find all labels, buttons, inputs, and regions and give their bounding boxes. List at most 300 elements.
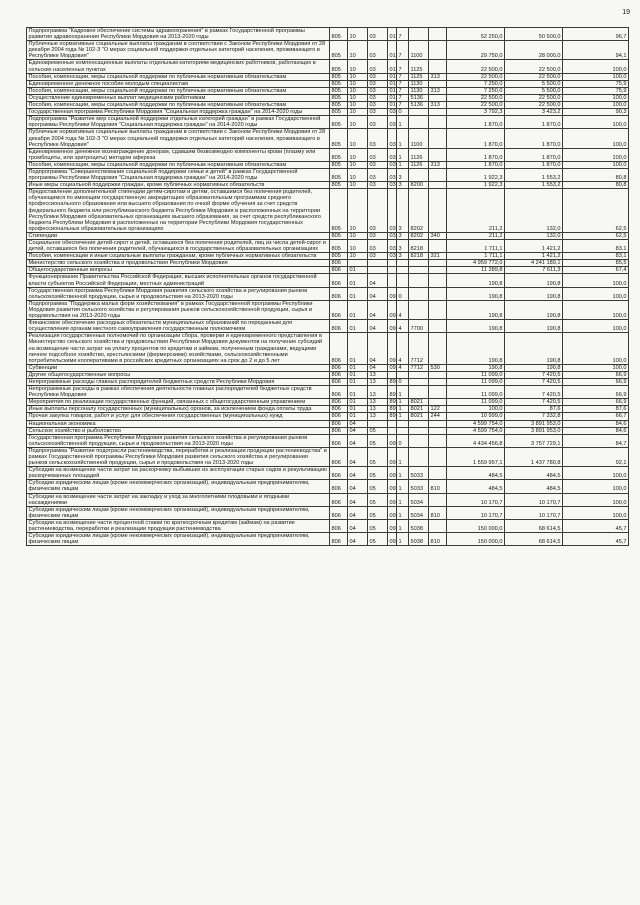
subsection-code-cell: 03 xyxy=(368,109,388,116)
planned-amount-cell: 1 870,0 xyxy=(447,116,505,129)
subprogram-code-cell: 1 xyxy=(397,148,409,161)
row-name-cell: Пособия, компенсации, меры социальной поддержки по публичным нормативным обязательствам xyxy=(27,87,330,94)
section-code-cell: 04 xyxy=(348,467,368,480)
executed-amount-cell: 1 870,0 xyxy=(505,148,563,161)
planned-amount-cell: 1 922,3 xyxy=(447,182,505,189)
target-item-code-cell: 8202 xyxy=(409,189,429,233)
program-code-cell: 09 xyxy=(388,333,397,364)
subprogram-code-cell: 1 xyxy=(397,493,409,506)
target-item-code-cell xyxy=(409,116,429,129)
target-item-code-cell xyxy=(409,378,429,385)
executed-amount-cell: 1 870,0 xyxy=(505,129,563,148)
target-item-code-cell: 8218 xyxy=(409,240,429,253)
executed-amount-cell: 50 500,0 xyxy=(505,28,563,41)
executed-amount-cell: 190,8 xyxy=(505,287,563,300)
row-name-cell: Министерство сельского хозяйства и продовольствия Республики Мордовия xyxy=(27,260,330,267)
subsection-code-cell xyxy=(368,420,388,427)
admin-code-cell: 805 xyxy=(330,232,348,239)
expense-type-code-cell xyxy=(429,260,447,267)
section-code-cell: 01 xyxy=(348,413,368,420)
program-code-cell: 01 xyxy=(388,60,397,73)
section-code-cell: 01 xyxy=(348,333,368,364)
planned-amount-cell: 150 000,0 xyxy=(447,533,505,546)
execution-percent-cell: 75,9 xyxy=(563,80,629,87)
planned-amount-cell: 190,8 xyxy=(447,333,505,364)
planned-amount-cell: 22 500,0 xyxy=(447,102,505,109)
subsection-code-cell: 03 xyxy=(368,129,388,148)
subprogram-code-cell xyxy=(397,260,409,267)
subsection-code-cell: 05 xyxy=(368,467,388,480)
planned-amount-cell: 11 099,0 xyxy=(447,378,505,385)
executed-amount-cell: 190,8 xyxy=(505,300,563,319)
row-name-cell: Публичные нормативные социальные выплаты гражданам в соответствии с Законом Республики Мордовия от 28 декабря 2004 года № 102-З "О мерах социальной поддержки отдельных категорий населения, проживающего в Республике Мордовия" xyxy=(27,41,330,60)
admin-code-cell: 806 xyxy=(330,447,348,466)
expense-type-code-cell: 122 xyxy=(429,406,447,413)
subsection-code-cell: 03 xyxy=(368,73,388,80)
executed-amount-cell: 132,0 xyxy=(505,189,563,233)
row-name-cell: Пособия, компенсации и иные социальные выплаты гражданам, кроме публичных нормативных обязательств xyxy=(27,253,330,260)
row-name-cell: Субсидии юридическим лицам (кроме некоммерческих организаций), индивидуальным предпринимателям, физическим лицам xyxy=(27,480,330,493)
expense-type-code-cell: 321 xyxy=(429,253,447,260)
section-code-cell: 01 xyxy=(348,267,368,274)
subsection-code-cell: 03 xyxy=(368,94,388,101)
budget-table xyxy=(26,27,629,546)
row-name-cell: Подпрограмма "Совершенствование социальной поддержки семьи и детей" в рамках Государственной программы Республики Мордовия "Социальная поддержка граждан" на 2014-2020 годы xyxy=(27,168,330,181)
section-code-cell: 10 xyxy=(348,28,368,41)
row-name-cell: Иные выплаты персоналу государственных (муниципальных) органов, за исключением фонда оплаты труда xyxy=(27,406,330,413)
admin-code-cell: 805 xyxy=(330,102,348,109)
planned-amount-cell: 4 599 754,0 xyxy=(447,427,505,434)
table-row xyxy=(27,287,629,300)
subsection-code-cell: 03 xyxy=(368,60,388,73)
row-name-cell: Мероприятия по реализации государственных функций, связанных с общегосударственным управлением xyxy=(27,399,330,406)
row-name-cell: Субсидии на возмещение части процентной ставки по краткосрочным кредитам (займам) на развитие растениеводства, переработки и реализации продукции растениеводства xyxy=(27,519,330,532)
subsection-code-cell: 05 xyxy=(368,506,388,519)
program-code-cell: 01 xyxy=(388,41,397,60)
expense-type-code-cell: 313 xyxy=(429,87,447,94)
row-name-cell: Национальная экономика xyxy=(27,420,330,427)
execution-percent-cell: 80,8 xyxy=(563,168,629,181)
subprogram-code-cell xyxy=(397,267,409,274)
admin-code-cell: 806 xyxy=(330,493,348,506)
planned-amount-cell: 1 711,1 xyxy=(447,240,505,253)
target-item-code-cell: 5136 xyxy=(409,102,429,109)
admin-code-cell: 806 xyxy=(330,533,348,546)
executed-amount-cell: 1 870,0 xyxy=(505,116,563,129)
execution-percent-cell: 100,0 xyxy=(563,102,629,109)
expense-type-code-cell xyxy=(429,148,447,161)
row-name-cell: Пособия, компенсации, меры социальной поддержки по публичным нормативным обязательствам xyxy=(27,102,330,109)
section-code-cell: 10 xyxy=(348,94,368,101)
subsection-code-cell: 05 xyxy=(368,427,388,434)
expense-type-code-cell: 810 xyxy=(429,506,447,519)
program-code-cell: 03 xyxy=(388,148,397,161)
subprogram-code-cell: 1 xyxy=(397,413,409,420)
execution-percent-cell: 96,7 xyxy=(563,28,629,41)
expense-type-code-cell xyxy=(429,320,447,333)
target-item-code-cell: 5038 xyxy=(409,533,429,546)
admin-code-cell: 806 xyxy=(330,274,348,287)
admin-code-cell: 806 xyxy=(330,333,348,364)
target-item-code-cell: 8218 xyxy=(409,253,429,260)
execution-percent-cell: 83,1 xyxy=(563,253,629,260)
expense-type-code-cell: 810 xyxy=(429,480,447,493)
subprogram-code-cell: 7 xyxy=(397,60,409,73)
subprogram-code-cell xyxy=(397,420,409,427)
planned-amount-cell: 190,8 xyxy=(447,300,505,319)
table-row xyxy=(27,129,629,148)
expense-type-code-cell xyxy=(429,371,447,378)
executed-amount-cell: 1 437 780,8 xyxy=(505,447,563,466)
target-item-code-cell: 5038 xyxy=(409,519,429,532)
table-row xyxy=(27,94,629,101)
subprogram-code-cell: 1 xyxy=(397,406,409,413)
planned-amount-cell: 11 099,0 xyxy=(447,399,505,406)
execution-percent-cell: 83,1 xyxy=(563,240,629,253)
execution-percent-cell: 66,9 xyxy=(563,399,629,406)
target-item-code-cell xyxy=(409,28,429,41)
executed-amount-cell: 1 421,2 xyxy=(505,253,563,260)
row-name-cell: Публичные нормативные социальные выплаты гражданам в соответствии с Законом Республики Мордовия от 28 декабря 2004 года № 102-З "О мерах социальной поддержки отдельных категорий населения, проживающего в Республике Мордовия" xyxy=(27,129,330,148)
subsection-code-cell: 03 xyxy=(368,80,388,87)
row-name-cell: Государственная программа Республики Мордовия развития сельского хозяйства и регулирования рынков сельскохозяйственной продукции, сырья и продовольствия на 2013-2020 годы xyxy=(27,434,330,447)
admin-code-cell: 805 xyxy=(330,182,348,189)
subprogram-code-cell: 1 xyxy=(397,386,409,399)
program-code-cell: 03 xyxy=(389,232,396,239)
subsection-code-cell: 03 xyxy=(368,102,388,109)
target-item-code-cell xyxy=(409,260,429,267)
subsection-code-cell: 03 xyxy=(368,253,388,260)
execution-percent-cell: 84,7 xyxy=(563,434,629,447)
executed-amount-cell: 7 420,5 xyxy=(505,378,563,385)
target-item-code-cell xyxy=(409,386,429,399)
section-code-cell: 10 xyxy=(348,41,368,60)
subprogram-code-cell: 3 xyxy=(397,232,409,239)
execution-percent-cell: 45,7 xyxy=(563,519,629,532)
program-code-cell: 89 xyxy=(389,378,396,385)
admin-code-cell: 806 xyxy=(330,420,348,427)
subprogram-code-cell: 3 xyxy=(397,182,409,189)
table-row xyxy=(27,28,629,41)
expense-type-code-cell xyxy=(429,109,447,116)
table-row xyxy=(27,260,629,267)
table-row xyxy=(27,333,629,364)
execution-percent-cell: 92,1 xyxy=(563,447,629,466)
execution-percent-cell: 66,7 xyxy=(563,413,629,420)
program-code-cell: 09 xyxy=(388,493,397,506)
executed-amount-cell: 5 500,0 xyxy=(505,80,563,87)
table-row xyxy=(27,399,629,406)
subsection-code-cell: 03 xyxy=(368,232,388,239)
expense-type-code-cell xyxy=(429,129,447,148)
program-code-cell: 89 xyxy=(389,413,396,420)
table-row xyxy=(27,102,629,109)
expense-type-code-cell xyxy=(429,386,447,399)
execution-percent-cell: 100,0 xyxy=(563,161,629,168)
subsection-code-cell: 13 xyxy=(368,399,388,406)
expense-type-code-cell xyxy=(429,274,447,287)
target-item-code-cell: 1100 xyxy=(409,41,429,60)
subsection-code-cell: 03 xyxy=(368,240,388,253)
admin-code-cell: 806 xyxy=(330,427,348,434)
execution-percent-cell: 100,0 xyxy=(563,506,629,519)
planned-amount-cell: 7 250,0 xyxy=(447,80,505,87)
execution-percent-cell: 100,0 xyxy=(563,480,629,493)
section-code-cell: 10 xyxy=(348,253,368,260)
executed-amount-cell: 7 420,5 xyxy=(505,386,563,399)
section-code-cell: 10 xyxy=(348,240,368,253)
target-item-code-cell xyxy=(409,447,429,466)
target-item-code-cell: 8021 xyxy=(409,399,429,406)
subprogram-code-cell: 7 xyxy=(397,87,409,94)
executed-amount-cell: 3 891 953,0 xyxy=(505,420,563,427)
program-code-cell xyxy=(388,427,397,434)
table-row xyxy=(27,240,629,253)
subsection-code-cell: 13 xyxy=(368,406,388,413)
planned-amount-cell: 211,2 xyxy=(447,232,505,239)
planned-amount-cell: 1 922,3 xyxy=(447,168,505,181)
admin-code-cell: 805 xyxy=(330,253,348,260)
executed-amount-cell: 7 420,5 xyxy=(505,371,563,378)
program-code-cell: 01 xyxy=(389,102,396,109)
row-name-cell: Государственная программа Республики Мордовия развития сельского хозяйства и регулирования рынков сельскохозяйственной продукции, сырья и продовольствия на 2013-2020 годы xyxy=(27,287,330,300)
section-code-cell xyxy=(348,260,368,267)
subprogram-code-cell: 7 xyxy=(397,73,409,80)
admin-code-cell: 806 xyxy=(330,399,348,406)
table-row xyxy=(27,267,629,274)
subsection-code-cell: 13 xyxy=(368,371,388,378)
target-item-code-cell xyxy=(409,300,429,319)
execution-percent-cell: 100,0 xyxy=(563,320,629,333)
subsection-code-cell: 03 xyxy=(368,161,388,168)
section-code-cell: 04 xyxy=(348,533,368,546)
subsection-code-cell: 13 xyxy=(368,413,388,420)
program-code-cell: 03 xyxy=(388,168,397,181)
expense-type-code-cell: 530 xyxy=(429,364,447,371)
admin-code-cell: 805 xyxy=(330,148,348,161)
planned-amount-cell: 150 000,0 xyxy=(447,519,505,532)
table-row xyxy=(27,434,629,447)
table-row xyxy=(27,533,629,546)
row-name-cell: Единовременное денежное вознаграждение донорам, сдавшим безвозмездно компоненты крови (плазму или тромбоциты, или эритроциты) методом афереза xyxy=(27,148,330,161)
expense-type-code-cell xyxy=(429,80,447,87)
target-item-code-cell xyxy=(409,168,429,181)
target-item-code-cell: 5033 xyxy=(409,480,429,493)
section-code-cell: 04 xyxy=(348,506,368,519)
planned-amount-cell: 190,8 xyxy=(447,364,505,371)
row-name-cell: Пособия, компенсации, меры социальной поддержки по публичным нормативным обязательствам xyxy=(27,73,330,80)
expense-type-code-cell xyxy=(429,434,447,447)
expense-type-code-cell: 340 xyxy=(429,232,447,239)
planned-amount-cell: 1 870,0 xyxy=(447,148,505,161)
executed-amount-cell: 190,8 xyxy=(505,274,563,287)
admin-code-cell: 805 xyxy=(330,28,348,41)
table-row xyxy=(27,300,629,319)
program-code-cell: 09 xyxy=(388,287,397,300)
admin-code-cell: 805 xyxy=(330,80,348,87)
subsection-code-cell: 03 xyxy=(368,189,388,233)
program-code-cell: 01 xyxy=(389,73,396,80)
program-code-cell: 03 xyxy=(388,189,397,233)
admin-code-cell: 805 xyxy=(330,161,348,168)
execution-percent-cell: 62,5 xyxy=(563,232,629,239)
program-code-cell xyxy=(388,267,397,274)
target-item-code-cell xyxy=(409,427,429,434)
table-row xyxy=(27,378,629,385)
executed-amount-cell: 7 611,3 xyxy=(505,267,563,274)
target-item-code-cell: 8200 xyxy=(409,182,429,189)
planned-amount-cell: 190,8 xyxy=(447,287,505,300)
admin-code-cell: 806 xyxy=(330,287,348,300)
admin-code-cell: 805 xyxy=(330,168,348,181)
program-code-cell: 03 xyxy=(389,161,396,168)
subsection-code-cell: 05 xyxy=(368,480,388,493)
subprogram-code-cell: 0 xyxy=(397,434,409,447)
section-code-cell: 01 xyxy=(348,300,368,319)
admin-code-cell: 806 xyxy=(330,506,348,519)
executed-amount-cell: 22 500,0 xyxy=(505,102,563,109)
admin-code-cell: 805 xyxy=(330,109,348,116)
program-code-cell: 03 xyxy=(388,240,397,253)
row-name-cell: Субвенции xyxy=(27,364,330,371)
row-name-cell: Реализация государственных полномочий по организации сбора, проверки и единовременного представления в Министерство сельского хозяйства и продовольствия Республики Мордовия документов на получение субсидий на возмещение части затрат на уплату процентов по кредитам и займам, полученным гражданами, ведущими личное подсобное хозяйство, крестьянскими (фермерскими) хозяйствами, сельскохозяйственными потребительскими кооперативами в российских кредитных организациях на срок до 2 и до 5 лет xyxy=(27,333,330,364)
section-code-cell: 10 xyxy=(348,189,368,233)
row-name-cell: Государственная программа Республики Мордовия "Социальная поддержка граждан" на 2014-2020 годы xyxy=(27,109,330,116)
table-row xyxy=(27,168,629,181)
program-code-cell: 09 xyxy=(388,519,397,532)
target-item-code-cell xyxy=(409,420,429,427)
table-row xyxy=(27,80,629,87)
subsection-code-cell xyxy=(368,260,388,267)
planned-amount-cell: 10 170,7 xyxy=(447,506,505,519)
section-code-cell: 01 xyxy=(348,399,368,406)
table-row xyxy=(27,161,629,168)
section-code-cell: 10 xyxy=(348,148,368,161)
execution-percent-cell: 84,6 xyxy=(563,420,629,427)
expense-type-code-cell xyxy=(429,240,447,253)
program-code-cell: 03 xyxy=(389,182,396,189)
subprogram-code-cell xyxy=(397,274,409,287)
admin-code-cell: 806 xyxy=(330,378,348,385)
program-code-cell xyxy=(388,260,397,267)
expense-type-code-cell xyxy=(429,94,447,101)
subprogram-code-cell: 7 xyxy=(397,94,409,101)
expense-type-code-cell xyxy=(429,519,447,532)
row-name-cell: Сельское хозяйство и рыболовство xyxy=(27,427,330,434)
program-code-cell: 09 xyxy=(388,300,397,319)
section-code-cell: 01 xyxy=(348,378,368,385)
admin-code-cell: 805 xyxy=(330,41,348,60)
program-code-cell: 09 xyxy=(389,364,396,371)
executed-amount-cell: 1 553,2 xyxy=(505,168,563,181)
row-name-cell: Непрограммные расходы в рамках обеспечения деятельности главных распорядителей бюджетных средств Республики Мордовия xyxy=(27,386,330,399)
execution-percent-cell: 100,0 xyxy=(563,467,629,480)
target-item-code-cell xyxy=(409,287,429,300)
expense-type-code-cell xyxy=(429,168,447,181)
table-row xyxy=(27,480,629,493)
section-code-cell: 10 xyxy=(348,87,368,94)
subsection-code-cell: 04 xyxy=(368,364,388,371)
planned-amount-cell: 100,0 xyxy=(447,406,505,413)
executed-amount-cell: 3 423,2 xyxy=(505,109,563,116)
table-row xyxy=(27,274,629,287)
program-code-cell: 89 xyxy=(388,386,397,399)
subsection-code-cell: 04 xyxy=(368,300,388,319)
executed-amount-cell: 68 614,5 xyxy=(505,519,563,532)
section-code-cell: 10 xyxy=(348,161,368,168)
target-item-code-cell: 5034 xyxy=(409,506,429,519)
subprogram-code-cell: 1 xyxy=(397,116,409,129)
planned-amount-cell: 190,8 xyxy=(447,274,505,287)
subsection-code-cell xyxy=(368,267,388,274)
section-code-cell: 01 xyxy=(348,371,368,378)
admin-code-cell: 806 xyxy=(330,434,348,447)
budget-table-body xyxy=(27,28,629,546)
row-name-cell: Субсидии на возмещение части затрат на раскорчевку выбывших из эксплуатации старых садов и рекультивацию раскорчеванных площадей xyxy=(27,467,330,480)
target-item-code-cell xyxy=(409,274,429,287)
expense-type-code-cell xyxy=(429,182,447,189)
target-item-code-cell: 8021 xyxy=(409,413,429,420)
subprogram-code-cell xyxy=(397,371,409,378)
table-row xyxy=(27,109,629,116)
section-code-cell: 10 xyxy=(348,129,368,148)
admin-code-cell: 805 xyxy=(330,94,348,101)
subsection-code-cell: 03 xyxy=(368,41,388,60)
subprogram-code-cell: 4 xyxy=(397,333,409,364)
subprogram-code-cell: 0 xyxy=(397,378,409,385)
execution-percent-cell: 100,0 xyxy=(563,148,629,161)
table-row xyxy=(27,493,629,506)
executed-amount-cell: 190,8 xyxy=(505,364,563,371)
executed-amount-cell: 22 500,0 xyxy=(505,60,563,73)
table-row xyxy=(27,60,629,73)
row-name-cell: Подпрограмма "Поддержка малых форм хозяйствования" в рамках Государственной программы Республики Мордовия развития сельского хозяйства и регулирования рынков сельскохозяйственной продукции, сырья и продовольствия на 2013-2020 годы xyxy=(27,300,330,319)
subsection-code-cell: 04 xyxy=(368,287,388,300)
section-code-cell: 10 xyxy=(348,102,368,109)
section-code-cell: 10 xyxy=(348,60,368,73)
target-item-code-cell xyxy=(409,371,429,378)
subprogram-code-cell xyxy=(397,427,409,434)
subprogram-code-cell: 1 xyxy=(397,467,409,480)
subsection-code-cell: 13 xyxy=(368,378,388,385)
planned-amount-cell: 29 750,0 xyxy=(447,41,505,60)
row-name-cell: Прочая закупка товаров, работ и услуг для обеспечения государственных (муниципальных) нужд xyxy=(27,413,330,420)
target-item-code-cell: 1126 xyxy=(409,148,429,161)
execution-percent-cell: 100,0 xyxy=(563,94,629,101)
planned-amount-cell: 10 999,0 xyxy=(447,413,505,420)
subprogram-code-cell: 1 xyxy=(397,161,409,168)
executed-amount-cell: 7 420,5 xyxy=(505,399,563,406)
subprogram-code-cell: 7 xyxy=(397,41,409,60)
subprogram-code-cell: 3 xyxy=(397,253,409,260)
expense-type-code-cell xyxy=(429,427,447,434)
subprogram-code-cell: 0 xyxy=(397,287,409,300)
execution-percent-cell: 66,9 xyxy=(563,386,629,399)
program-code-cell: 09 xyxy=(388,533,397,546)
subprogram-code-cell: 1 xyxy=(397,399,409,406)
admin-code-cell: 806 xyxy=(330,406,348,413)
table-row xyxy=(27,519,629,532)
table-row xyxy=(27,253,629,260)
admin-code-cell: 806 xyxy=(330,413,348,420)
table-row xyxy=(27,232,629,239)
row-name-cell: Социальное обеспечение детей-сирот и детей, оставшихся без попечения родителей, лиц из числа детей-сирот и детей, оставшихся без попечения родителей, обучающихся в государственных образовательных организациях xyxy=(27,240,330,253)
subsection-code-cell: 03 xyxy=(368,116,388,129)
subsection-code-cell: 03 xyxy=(368,87,388,94)
execution-percent-cell: 100,0 xyxy=(563,364,629,371)
subsection-code-cell: 03 xyxy=(368,168,388,181)
target-item-code-cell: 7700 xyxy=(409,320,429,333)
